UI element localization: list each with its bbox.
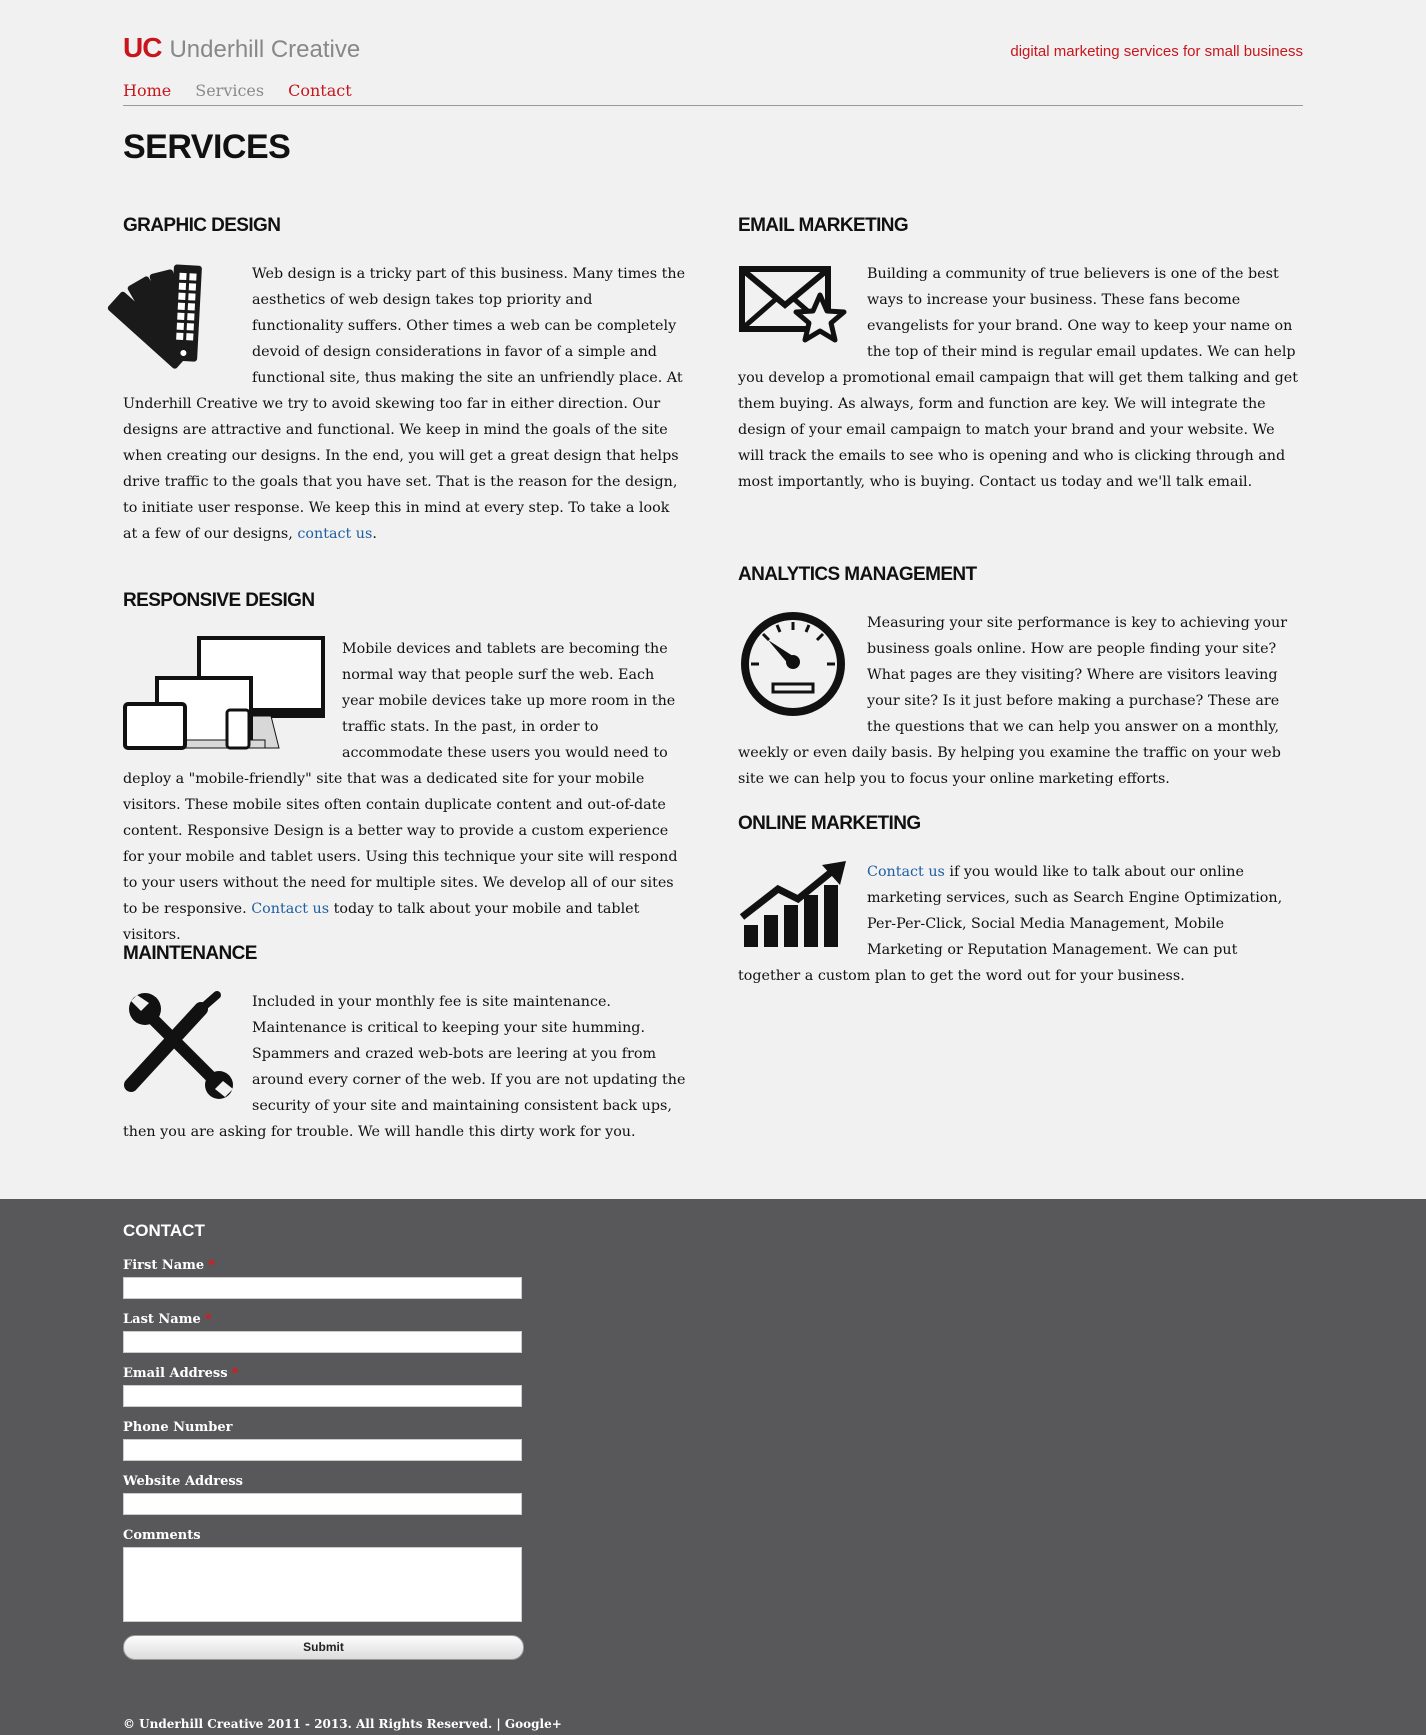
nav-services[interactable]: Services — [195, 81, 265, 100]
section-text: Building a community of true believers is one of the best ways to increase your business. These fans become evangelists for your brand. One way to keep your name on the top of their mind is regular email updates. We can help you develop a promotional email campaign that will get them talking and get them buying. As always, form and function are key. We will integrate the design of your email campaign to match your brand and your website. We will track the emails to see who is opening and who is clicking through and most importantly, who is buying. Contact us today and we'll talk email. — [738, 266, 1298, 490]
submit-button[interactable]: Submit — [123, 1635, 524, 1660]
section-title: ANALYTICS MANAGEMENT — [738, 564, 977, 585]
required-marker: * — [208, 1258, 216, 1273]
comments-label: Comments — [123, 1528, 201, 1543]
comments-textarea[interactable] — [123, 1547, 522, 1622]
google-plus-link[interactable]: Google+ — [504, 1717, 562, 1731]
section-body — [123, 989, 688, 1145]
required-marker: * — [204, 1312, 212, 1327]
section-body — [123, 261, 688, 547]
comments-field — [123, 1527, 522, 1622]
tagline: digital marketing services for small business — [1010, 43, 1303, 60]
section-title: MAINTENANCE — [123, 943, 257, 964]
footer — [0, 1199, 1426, 1735]
section-body — [738, 610, 1303, 787]
email-field — [123, 1365, 522, 1407]
section-title: RESPONSIVE DESIGN — [123, 590, 315, 611]
section-text: Measuring your site performance is key to achieving your business goals online. How are people finding your site? What pages are they visiting? Where are visitors leaving your site? Is it just before making a purchase? These are the questions that we can help you answer on a monthly, weekly or even daily basis. By helping you examine the traffic on your web site we can help you to focus your online marketing efforts. — [738, 615, 1288, 787]
first-name-field — [123, 1257, 522, 1299]
section-title: ONLINE MARKETING — [738, 813, 921, 834]
website-input[interactable] — [123, 1493, 522, 1515]
page-title: SERVICES — [123, 128, 291, 166]
nav-contact[interactable]: Contact — [288, 81, 352, 100]
phone-field — [123, 1419, 522, 1461]
email-input[interactable] — [123, 1385, 522, 1407]
section-text-end: today to talk about your mobile and tablet visitors. — [123, 901, 640, 943]
last-name-input[interactable] — [123, 1331, 522, 1353]
contact-us-link[interactable]: Contact us — [251, 901, 330, 917]
section-text: Included in your monthly fee is site maintenance. Maintenance is critical to keeping your site humming. Spammers and crazed web-bots are leering at you from around every corner of the web. If you are not updating the security of your site and maintaining consistent back ups, then you are asking for trouble. We will handle this dirty work for you. — [123, 994, 686, 1140]
first-name-input[interactable] — [123, 1277, 522, 1299]
website-field — [123, 1473, 522, 1515]
phone-input[interactable] — [123, 1439, 522, 1461]
last-name-label: Last Name * — [123, 1312, 212, 1327]
speedometer-icon — [738, 610, 849, 729]
contact-us-link[interactable]: Contact us — [867, 864, 945, 880]
section-graphic-design — [123, 215, 688, 547]
section-title: EMAIL MARKETING — [738, 215, 909, 236]
section-text: Web design is a tricky part of this business. Many times the aesthetics of web design takes top priority and functionality suffers. Other times a web can be completely devoid of design considerations in favor of a simple and functional site, thus making the site an unfriendly place. At Underhill Creative we try to avoid skewing too far in either direction. Our designs are attractive and functional. We keep in mind the goals of the site when creating our designs. In the end, you will get a great design that helps drive traffic to the goals that you have set. That is the reason for the design, to initiate user response. We keep this in mind at every step. To take a look at a few of our designs, — [123, 266, 686, 542]
section-body — [738, 261, 1303, 495]
contact-us-link[interactable]: contact us — [297, 526, 373, 542]
logo-mark: UC — [123, 32, 162, 63]
first-name-label: First Name * — [123, 1258, 216, 1273]
envelope-star-icon — [738, 261, 849, 354]
phone-label: Phone Number — [123, 1420, 233, 1435]
site-header — [123, 32, 1303, 106]
color-swatch-icon — [123, 261, 234, 382]
section-text: Mobile devices and tablets are becoming the normal way that people surf the web. Each year mobile devices take up more room in the traffic stats. In the past, in order to accommodate these users you would need to deploy a "mobile-friendly" site that was a dedicated site for your mobile visitors. These mobile sites often contain duplicate content and out-of-date content. Responsive Design is a better way to provide a custom experience for your mobile and tablet users. Using this technique your site will respond to your users without the need for multiple sites. We develop all of our sites to be responsive. — [123, 641, 678, 917]
section-body — [123, 636, 688, 948]
section-online-marketing — [738, 813, 1303, 989]
section-text-end: . — [372, 526, 377, 542]
tools-icon — [123, 989, 234, 1108]
required-marker: * — [231, 1366, 239, 1381]
section-title: GRAPHIC DESIGN — [123, 215, 281, 236]
section-text: if you would like to talk about our online marketing services, such as Search Engine Optimization, Per-Per-Click, Social Media Management, Mobile Marketing or Reputation Management. We can put together a custom plan to get the word out for your business. — [738, 864, 1283, 984]
website-label: Website Address — [123, 1474, 243, 1489]
email-label: Email Address * — [123, 1366, 239, 1381]
copyright — [123, 1717, 562, 1731]
last-name-field — [123, 1311, 522, 1353]
logo-text: Underhill Creative — [169, 36, 361, 63]
nav-home[interactable]: Home — [123, 81, 172, 100]
section-analytics-management — [738, 564, 1303, 787]
copyright-text: © Underhill Creative 2011 - 2013. All Rights Reserved. | — [123, 1717, 505, 1731]
main-nav — [123, 81, 352, 100]
logo[interactable] — [123, 32, 360, 66]
section-responsive-design — [123, 590, 688, 948]
section-body — [738, 859, 1303, 989]
growth-chart-icon — [738, 859, 849, 958]
devices-icon — [123, 636, 324, 759]
section-email-marketing — [738, 215, 1303, 495]
contact-title: CONTACT — [123, 1221, 205, 1240]
section-maintenance — [123, 943, 688, 1145]
